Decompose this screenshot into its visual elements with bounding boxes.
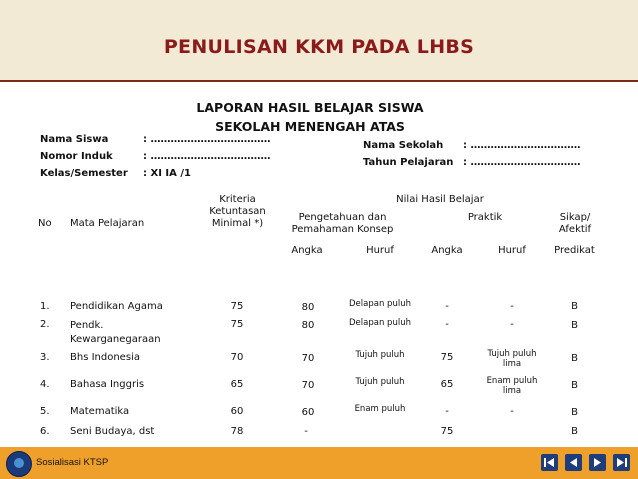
row6-mapel: Seni Budaya, dst xyxy=(70,426,155,437)
next-slide-icon[interactable] xyxy=(589,454,606,471)
row6-no: 6. xyxy=(40,426,50,437)
row6-angka2: 75 xyxy=(440,426,454,437)
col-header-predikat: Predikat xyxy=(554,245,595,256)
col-header-sikap xyxy=(545,212,605,236)
row3-predikat: B xyxy=(571,353,578,364)
student-info-right xyxy=(363,137,580,171)
row2-kkm: 75 xyxy=(230,319,244,330)
nama-sekolah-value: : …………………………… xyxy=(463,140,581,151)
footer-text: Sosialisasi KTSP xyxy=(36,457,109,468)
row4-angka2: 65 xyxy=(440,379,454,390)
row5-no: 5. xyxy=(40,406,50,417)
kkm-header-line1: Kriteria xyxy=(219,194,256,205)
row3-huruf2-line2: lima xyxy=(502,359,522,369)
school-emblem-icon xyxy=(6,451,32,477)
row1-huruf2: - xyxy=(510,301,514,312)
row4-huruf2-line1: Enam puluh xyxy=(486,376,538,386)
row1-huruf1: Delapan puluh xyxy=(349,299,411,309)
kelas-semester-label: Kelas/Semester xyxy=(40,168,128,179)
kkm-header-line2: Ketuntasan xyxy=(209,206,266,217)
pengetahuan-header-line1: Pengetahuan dan xyxy=(298,212,387,223)
slide-footer xyxy=(0,447,638,479)
row2-huruf1: Delapan puluh xyxy=(349,318,411,328)
sikap-header-line1: Sikap/ xyxy=(559,212,591,223)
row4-huruf2-line2: lima xyxy=(502,386,522,396)
row5-kkm: 60 xyxy=(230,406,244,417)
row4-no: 4. xyxy=(40,379,50,390)
row2-angka1: 80 xyxy=(301,320,315,331)
col-header-huruf-2: Huruf xyxy=(498,245,526,256)
report-title: LAPORAN HASIL BELAJAR SISWA xyxy=(196,100,424,115)
col-header-nilai-hasil-belajar: Nilai Hasil Belajar xyxy=(396,194,484,205)
nama-siswa-label: Nama Siswa xyxy=(40,134,109,145)
row1-mapel: Pendidikan Agama xyxy=(70,301,163,312)
row2-no: 2. xyxy=(40,319,50,330)
prev-slide-icon[interactable] xyxy=(565,454,582,471)
row4-huruf2 xyxy=(482,376,542,396)
student-info-left xyxy=(40,131,270,182)
last-slide-icon[interactable] xyxy=(613,454,630,471)
row5-huruf2: - xyxy=(510,406,514,417)
report-subtitle: SEKOLAH MENENGAH ATAS xyxy=(215,119,405,134)
row1-no: 1. xyxy=(40,301,50,312)
row4-huruf1: Tujuh puluh xyxy=(355,377,405,387)
row4-predikat: B xyxy=(571,380,578,391)
row1-angka2: - xyxy=(445,301,449,312)
col-header-kkm xyxy=(200,194,275,230)
row2-mapel-line1: Pendk. xyxy=(70,320,104,331)
tahun-pelajaran-label: Tahun Pelajaran xyxy=(363,157,454,168)
header-divider xyxy=(0,80,638,82)
row3-angka2: 75 xyxy=(440,352,454,363)
col-header-angka-1: Angka xyxy=(291,245,323,256)
row3-mapel: Bhs Indonesia xyxy=(70,352,140,363)
tahun-pelajaran-value: : …………………………… xyxy=(463,157,581,168)
row6-angka1: - xyxy=(304,426,308,437)
sikap-header-line2: Afektif xyxy=(558,224,592,235)
row5-angka1: 60 xyxy=(301,407,315,418)
row2-mapel xyxy=(70,319,161,347)
kkm-header-line3: Minimal *) xyxy=(211,218,264,229)
row2-angka2: - xyxy=(445,319,449,330)
pengetahuan-header-line2: Pemahaman Konsep xyxy=(291,224,394,235)
col-header-huruf-1: Huruf xyxy=(366,245,394,256)
row3-kkm: 70 xyxy=(230,352,244,363)
row3-angka1: 70 xyxy=(301,353,315,364)
nomor-induk-value: : ……………………………… xyxy=(143,151,271,162)
slide-title: PENULISAN KKM PADA LHBS xyxy=(163,36,475,58)
row2-predikat: B xyxy=(571,320,578,331)
row4-angka1: 70 xyxy=(301,380,315,391)
col-header-mata-pelajaran: Mata Pelajaran xyxy=(70,218,145,229)
row1-predikat: B xyxy=(571,301,578,312)
nomor-induk-label: Nomor Induk xyxy=(40,151,113,162)
row5-angka2: - xyxy=(445,406,449,417)
row5-predikat: B xyxy=(571,407,578,418)
row2-huruf2: - xyxy=(510,319,514,330)
kelas-semester-value: : XI IA /1 xyxy=(143,168,191,179)
row6-kkm: 78 xyxy=(230,426,244,437)
first-slide-icon[interactable] xyxy=(541,454,558,471)
col-header-praktik: Praktik xyxy=(467,212,503,223)
row3-huruf1: Tujuh puluh xyxy=(355,350,405,360)
row5-mapel: Matematika xyxy=(70,406,130,417)
col-header-angka-2: Angka xyxy=(431,245,463,256)
row3-huruf2-line1: Tujuh puluh xyxy=(487,349,537,359)
row5-huruf1: Enam puluh xyxy=(354,404,406,414)
row1-angka1: 80 xyxy=(301,302,315,313)
nama-sekolah-label: Nama Sekolah xyxy=(363,140,444,151)
row1-kkm: 75 xyxy=(230,301,244,312)
row3-no: 3. xyxy=(40,352,50,363)
row6-predikat: B xyxy=(571,426,578,437)
col-header-pengetahuan xyxy=(285,212,400,236)
row3-huruf2 xyxy=(482,349,542,369)
row2-mapel-line2: Kewarganegaraan xyxy=(70,334,161,345)
col-header-no: No xyxy=(38,218,52,229)
nama-siswa-value: : ……………………………… xyxy=(143,134,271,145)
row4-mapel: Bahasa Inggris xyxy=(70,379,145,390)
row4-kkm: 65 xyxy=(230,379,244,390)
